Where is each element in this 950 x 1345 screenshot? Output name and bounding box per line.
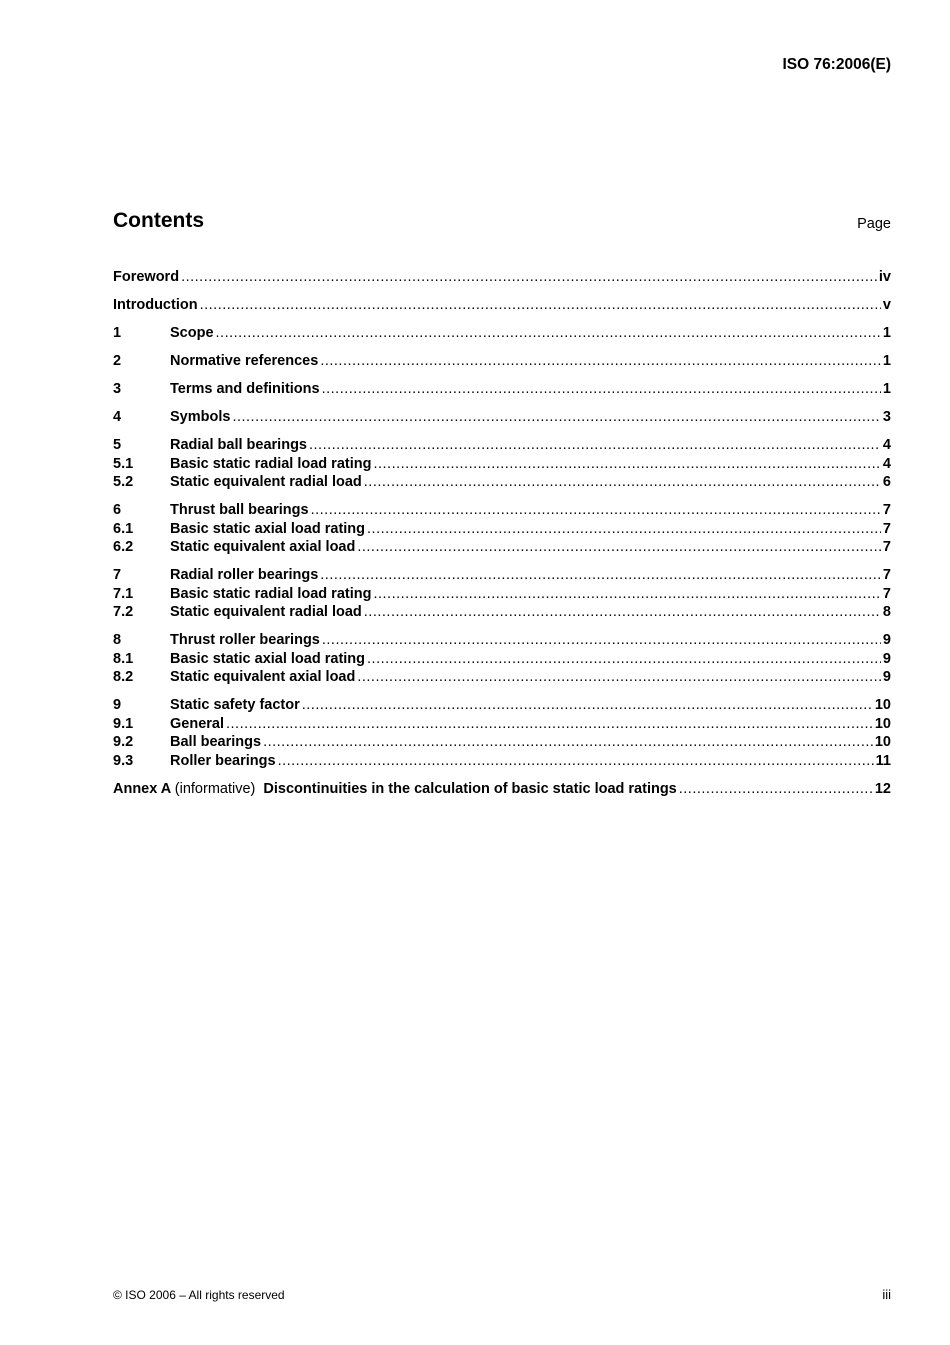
dot-leader [216,324,881,343]
toc-entry-title: Static equivalent axial load [170,539,356,555]
dot-leader [302,696,873,715]
toc-entry[interactable] [113,352,891,371]
copyright-notice: © ISO 2006 – All rights reserved [113,1288,285,1302]
toc-entry-number: 8.1 [113,650,134,667]
toc-entry[interactable] [113,733,891,752]
toc-entry[interactable] [113,520,891,539]
toc-entry-title: Basic static axial load rating [170,650,366,667]
toc-entry-page: 4 [882,437,891,453]
dot-leader [679,780,873,799]
table-of-contents [113,268,891,798]
toc-entry-page: 1 [882,381,891,397]
toc-entry-title: Normative references [170,353,319,369]
toc-entry-title: Thrust ball bearings [170,502,309,518]
annex-title-group [113,780,677,799]
dot-leader [322,380,881,399]
toc-entry-page: 8 [882,604,891,620]
page-number: iii [882,1287,891,1302]
toc-entry-number: 5.1 [113,455,134,472]
dot-leader [311,501,881,520]
dot-leader [181,268,877,287]
toc-entry[interactable] [113,715,891,734]
toc-entry-page: v [882,297,891,313]
toc-entry-title: Ball bearings [170,734,262,750]
annex-title: Discontinuities in the calculation of basic static load ratings [263,780,677,797]
toc-entry-annex-a[interactable] [113,780,891,799]
dot-leader [373,455,880,474]
dot-leader [367,650,881,669]
toc-entry[interactable] [113,603,891,622]
toc-entry-number: 6.2 [113,539,134,555]
toc-entry-page: 7 [882,520,891,537]
annex-qualifier: (informative) [174,780,256,797]
toc-entry-title: Basic static radial load rating [170,455,372,472]
toc-entry-page: 7 [882,539,891,555]
toc-entry-number: 8.2 [113,669,134,685]
toc-entry-number: 5.2 [113,474,134,490]
toc-entry-number: 9.2 [113,734,134,750]
toc-entry-page: 9 [882,650,891,667]
toc-entry[interactable] [113,408,891,427]
toc-entry[interactable] [113,668,891,687]
dot-leader [322,631,881,650]
toc-entry-page: 10 [874,697,891,713]
toc-entry-page: 4 [882,455,891,472]
toc-entry-title: General [170,715,224,732]
toc-entry-number: 7 [113,567,122,583]
toc-entry-title: Terms and definitions [170,381,320,397]
toc-entry-number: 6.1 [113,520,134,537]
toc-entry-title: Static equivalent radial load [170,474,362,490]
dot-leader [320,352,881,371]
toc-entry-title: Basic static axial load rating [170,520,366,537]
page-column-label: Page [857,216,891,232]
toc-entry[interactable] [113,696,891,715]
toc-entry-title: Radial ball bearings [170,437,307,453]
dot-leader [357,668,881,687]
toc-entry-page: 6 [882,474,891,490]
dot-leader [278,752,874,771]
toc-entry-page: 9 [882,669,891,685]
toc-entry-title: Static equivalent axial load [170,669,356,685]
dot-leader [364,603,881,622]
annex-label: Annex A [113,780,171,797]
dot-leader [226,715,873,734]
toc-entry-title: Radial roller bearings [170,567,319,583]
dot-leader [357,538,881,557]
toc-entry-number: 4 [113,409,122,425]
toc-entry-page: 1 [882,353,891,369]
document-id: ISO 76:2006(E) [782,56,891,73]
toc-entry-page: 7 [882,502,891,518]
dot-leader [200,296,881,315]
toc-entry[interactable] [113,268,891,287]
toc-entry-page: 10 [874,734,891,750]
toc-entry[interactable] [113,501,891,520]
toc-entry-number: 9 [113,697,122,713]
toc-entry-page: 11 [875,752,891,769]
toc-entry[interactable] [113,650,891,669]
toc-entry-title: Basic static radial load rating [170,585,372,602]
toc-entry-title: Symbols [170,409,231,425]
toc-entry[interactable] [113,380,891,399]
toc-entry[interactable] [113,473,891,492]
toc-entry-title: Thrust roller bearings [170,632,320,648]
toc-entry[interactable] [113,538,891,557]
contents-heading: Contents [113,209,204,232]
toc-entry[interactable] [113,455,891,474]
toc-entry[interactable] [113,324,891,343]
toc-entry[interactable] [113,585,891,604]
toc-entry-title: Foreword [113,269,180,285]
toc-entry-page: 12 [874,780,891,797]
toc-entry-page: 10 [874,715,891,732]
toc-entry-number: 2 [113,353,122,369]
toc-entry-number: 9.1 [113,715,134,732]
dot-leader [263,733,873,752]
dot-leader [232,408,880,427]
dot-leader [320,566,881,585]
toc-entry-title: Static equivalent radial load [170,604,362,620]
toc-entry-title: Static safety factor [170,697,300,713]
toc-entry-number: 9.3 [113,752,134,769]
dot-leader [367,520,881,539]
toc-entry[interactable] [113,752,891,771]
toc-entry[interactable] [113,631,891,650]
toc-entry-title: Roller bearings [170,752,276,769]
toc-entry-title: Introduction [113,297,198,313]
toc-entry-page: 7 [882,585,891,602]
dot-leader [309,436,881,455]
toc-entry-page: 7 [882,567,891,583]
toc-entry-number: 5 [113,437,122,453]
toc-entry-number: 7.1 [113,585,134,602]
toc-entry-page: iv [878,269,891,285]
toc-entry-page: 3 [882,409,891,425]
toc-entry-number: 3 [113,381,122,397]
toc-entry-number: 7.2 [113,604,134,620]
toc-entry[interactable] [113,436,891,455]
toc-entry-page: 1 [882,325,891,341]
toc-entry-number: 1 [113,325,122,341]
dot-leader [373,585,880,604]
toc-entry-number: 8 [113,632,122,648]
dot-leader [364,473,881,492]
toc-entry[interactable] [113,296,891,315]
toc-entry[interactable] [113,566,891,585]
toc-entry-page: 9 [882,632,891,648]
toc-entry-number: 6 [113,502,122,518]
toc-entry-title: Scope [170,325,214,341]
